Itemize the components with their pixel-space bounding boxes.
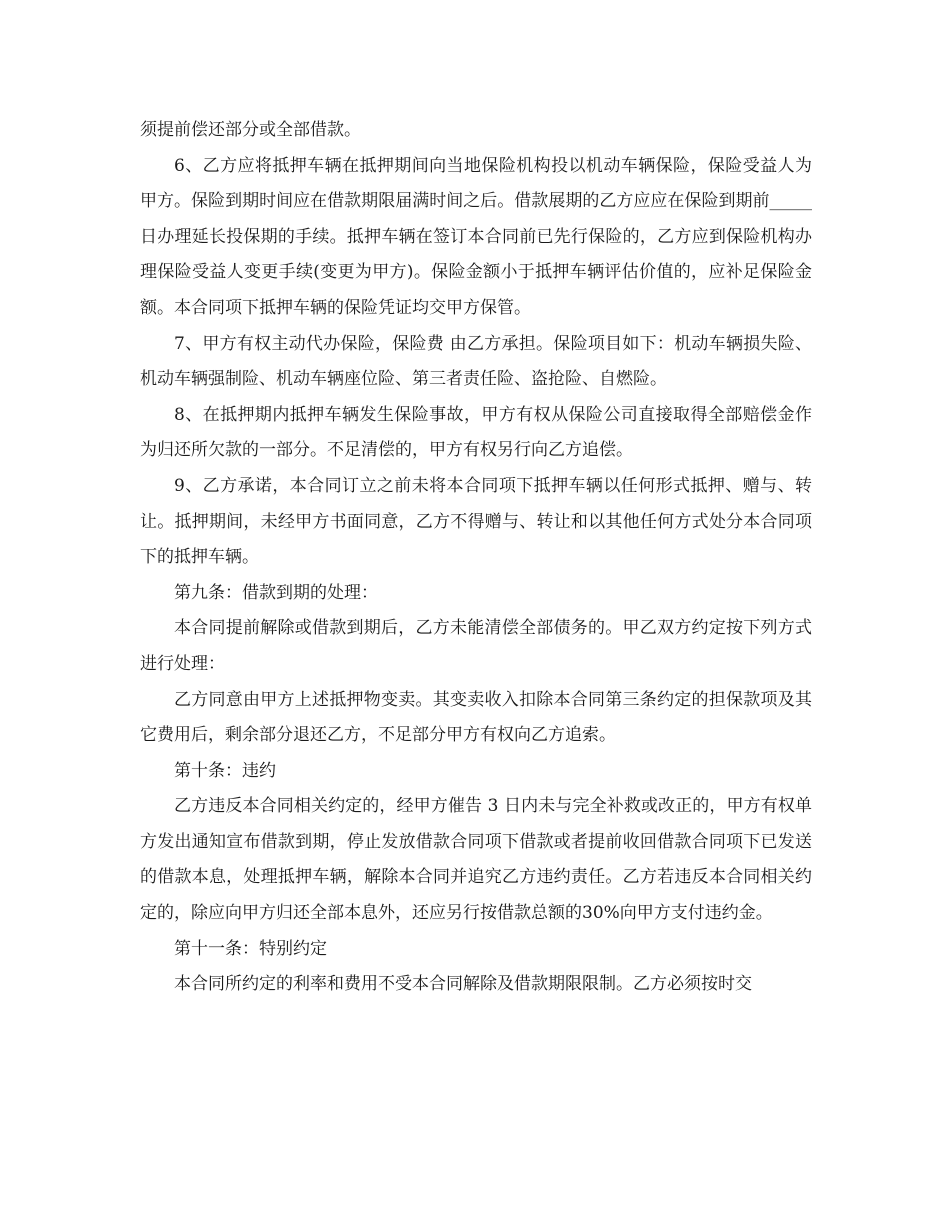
- paragraph-12: 本合同所约定的利率和费用不受本合同解除及借款期限限制。乙方必须按时交: [174, 974, 752, 995]
- section-heading-11: 第十一条：特别约定: [174, 938, 327, 959]
- paragraph-2: 6、乙方应将抵押车辆在抵押期间向当地保险机构投以机动车辆保险，保险受益人为甲方。保险到期时间应在借款期限届满时间之后。借款展期的乙方应应在保险到期前_____日办理延长投保期的手续。抵押车辆在签订本合同前已先行保险的，乙方应到保险机构办理保险受益人变更手续(变更为甲方)。保险金额小于抵押车辆评估价值的，应补足保险金额。本合同项下抵押车辆的保险凭证均交甲方保管。: [140, 155, 812, 318]
- paragraph-10: 乙方违反本合同相关约定的，经甲方催告 3 日内未与完全补救或改正的，甲方有权单方发出通知宣布借款到期，停止发放借款合同项下借款或者提前收回借款合同项下已发送的借款本息，处理抵押车辆，解除本合同并追究乙方违约责任。乙方若违反本合同相关约定的，除应向甲方归还全部本息外，还应另行按借款总额的30%向甲方支付违约金。: [140, 796, 812, 924]
- paragraph-4: 8、在抵押期内抵押车辆发生保险事故，甲方有权从保险公司直接取得全部赔偿金作为归还所欠款的一部分。不足清偿的，甲方有权另行向乙方追偿。: [140, 404, 812, 461]
- section-heading-9: 第九条：借款到期的处理：: [174, 582, 378, 603]
- document-page: [140, 113, 812, 1003]
- paragraph-8: 乙方同意由甲方上述抵押物变卖。其变卖收入扣除本合同第三条约定的担保款项及其它费用后，剩余部分退还乙方，不足部分甲方有权向乙方追索。: [140, 689, 812, 746]
- paragraph-1: 须提前偿还部分或全部借款。: [140, 120, 361, 140]
- paragraph-3: 7、甲方有权主动代办保险，保险费 由乙方承担。保险项目如下：机动车辆损失险、机动车辆强制险、机动车辆座位险、第三者责任险、盗抢险、自燃险。: [140, 333, 812, 390]
- paragraph-7: 本合同提前解除或借款到期后，乙方未能清偿全部债务的。甲乙双方约定按下列方式进行处理：: [140, 618, 812, 674]
- section-heading-10: 第十条：违约: [174, 760, 276, 781]
- paragraph-5: 9、乙方承诺，本合同订立之前未将本合同项下抵押车辆以任何形式抵押、赠与、转让。抵押期间，未经甲方书面同意，乙方不得赠与、转让和以其他任何方式处分本合同项下的抵押车辆。: [140, 475, 812, 568]
